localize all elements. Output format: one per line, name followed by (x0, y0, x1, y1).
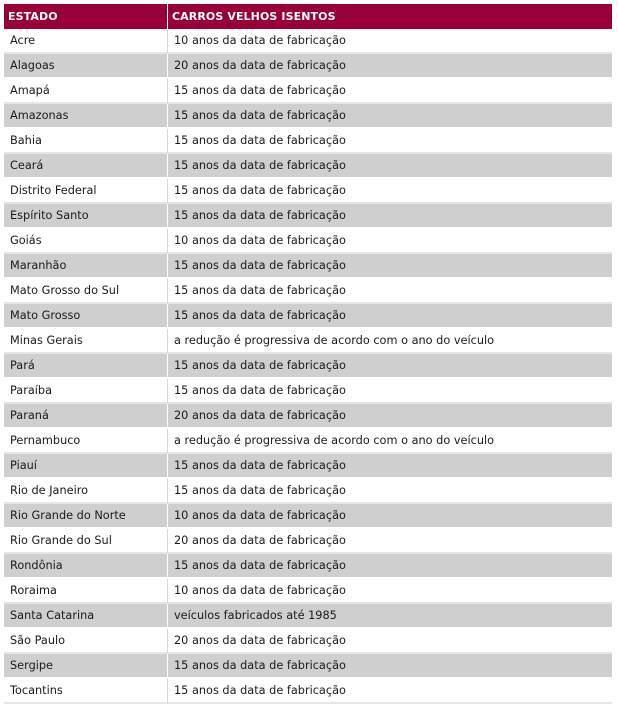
table-row (4, 254, 612, 279)
table-body (4, 29, 612, 704)
cell-estado: Paraíba (4, 379, 168, 404)
cell-isencao: 15 anos da data de fabricação (168, 454, 612, 479)
cell-estado: Sergipe (4, 654, 168, 679)
table-row (4, 604, 612, 629)
cell-isencao: 15 anos da data de fabricação (168, 354, 612, 379)
table-row (4, 554, 612, 579)
cell-isencao: 15 anos da data de fabricação (168, 204, 612, 229)
cell-estado: Rio de Janeiro (4, 479, 168, 504)
cell-isencao: 20 anos da data de fabricação (168, 404, 612, 429)
header-row (4, 4, 612, 29)
cell-estado: Espírito Santo (4, 204, 168, 229)
table-row (4, 654, 612, 679)
cell-estado: Pará (4, 354, 168, 379)
cell-estado: Goiás (4, 229, 168, 254)
cell-isencao: 15 anos da data de fabricação (168, 554, 612, 579)
cell-isencao: 15 anos da data de fabricação (168, 254, 612, 279)
cell-estado: Pernambuco (4, 429, 168, 454)
table-row (4, 579, 612, 604)
cell-isencao: 10 anos da data de fabricação (168, 504, 612, 529)
table-row (4, 479, 612, 504)
cell-isencao: 15 anos da data de fabricação (168, 104, 612, 129)
cell-estado: Acre (4, 29, 168, 54)
cell-estado: Paraná (4, 404, 168, 429)
cell-isencao: 15 anos da data de fabricação (168, 179, 612, 204)
cell-isencao: 10 anos da data de fabricação (168, 579, 612, 604)
table-row (4, 29, 612, 54)
table-row (4, 104, 612, 129)
cell-isencao: veículos fabricados até 1985 (168, 604, 612, 629)
cell-isencao: 15 anos da data de fabricação (168, 279, 612, 304)
cell-estado: Rio Grande do Sul (4, 529, 168, 554)
table-row (4, 179, 612, 204)
cell-estado: Distrito Federal (4, 179, 168, 204)
cell-isencao: 15 anos da data de fabricação (168, 79, 612, 104)
cell-estado: Rondônia (4, 554, 168, 579)
table-row (4, 504, 612, 529)
table-row (4, 529, 612, 554)
ipva-exemption-table (4, 4, 612, 704)
table-row (4, 329, 612, 354)
cell-estado: Santa Catarina (4, 604, 168, 629)
table-header (4, 4, 612, 29)
cell-estado: Bahia (4, 129, 168, 154)
cell-estado: Roraima (4, 579, 168, 604)
cell-isencao: a redução é progressiva de acordo com o ano do veículo (168, 429, 612, 454)
table-row (4, 429, 612, 454)
cell-isencao: 15 anos da data de fabricação (168, 154, 612, 179)
cell-estado: Rio Grande do Norte (4, 504, 168, 529)
table-row (4, 79, 612, 104)
cell-isencao: a redução é progressiva de acordo com o ano do veículo (168, 329, 612, 354)
cell-isencao: 20 anos da data de fabricação (168, 629, 612, 654)
cell-isencao: 15 anos da data de fabricação (168, 479, 612, 504)
cell-isencao: 15 anos da data de fabricação (168, 129, 612, 154)
ipva-exemption-table-container (4, 4, 612, 704)
cell-isencao: 15 anos da data de fabricação (168, 679, 612, 704)
cell-estado: São Paulo (4, 629, 168, 654)
header-carros-velhos-isentos: CARROS VELHOS ISENTOS (168, 4, 612, 29)
table-row (4, 54, 612, 79)
cell-estado: Amapá (4, 79, 168, 104)
table-row (4, 204, 612, 229)
table-row (4, 229, 612, 254)
cell-estado: Alagoas (4, 54, 168, 79)
cell-estado: Ceará (4, 154, 168, 179)
table-row (4, 404, 612, 429)
cell-isencao: 20 anos da data de fabricação (168, 54, 612, 79)
table-row (4, 279, 612, 304)
cell-estado: Mato Grosso do Sul (4, 279, 168, 304)
cell-estado: Piauí (4, 454, 168, 479)
cell-estado: Amazonas (4, 104, 168, 129)
table-row (4, 379, 612, 404)
table-row (4, 454, 612, 479)
table-row (4, 679, 612, 704)
cell-isencao: 20 anos da data de fabricação (168, 529, 612, 554)
cell-estado: Maranhão (4, 254, 168, 279)
table-row (4, 354, 612, 379)
cell-isencao: 15 anos da data de fabricação (168, 379, 612, 404)
table-row (4, 629, 612, 654)
header-estado: ESTADO (4, 4, 168, 29)
cell-isencao: 15 anos da data de fabricação (168, 304, 612, 329)
cell-isencao: 10 anos da data de fabricação (168, 229, 612, 254)
cell-estado: Mato Grosso (4, 304, 168, 329)
cell-estado: Tocantins (4, 679, 168, 704)
table-row (4, 304, 612, 329)
table-row (4, 154, 612, 179)
cell-isencao: 15 anos da data de fabricação (168, 654, 612, 679)
cell-isencao: 10 anos da data de fabricação (168, 29, 612, 54)
cell-estado: Minas Gerais (4, 329, 168, 354)
table-row (4, 129, 612, 154)
